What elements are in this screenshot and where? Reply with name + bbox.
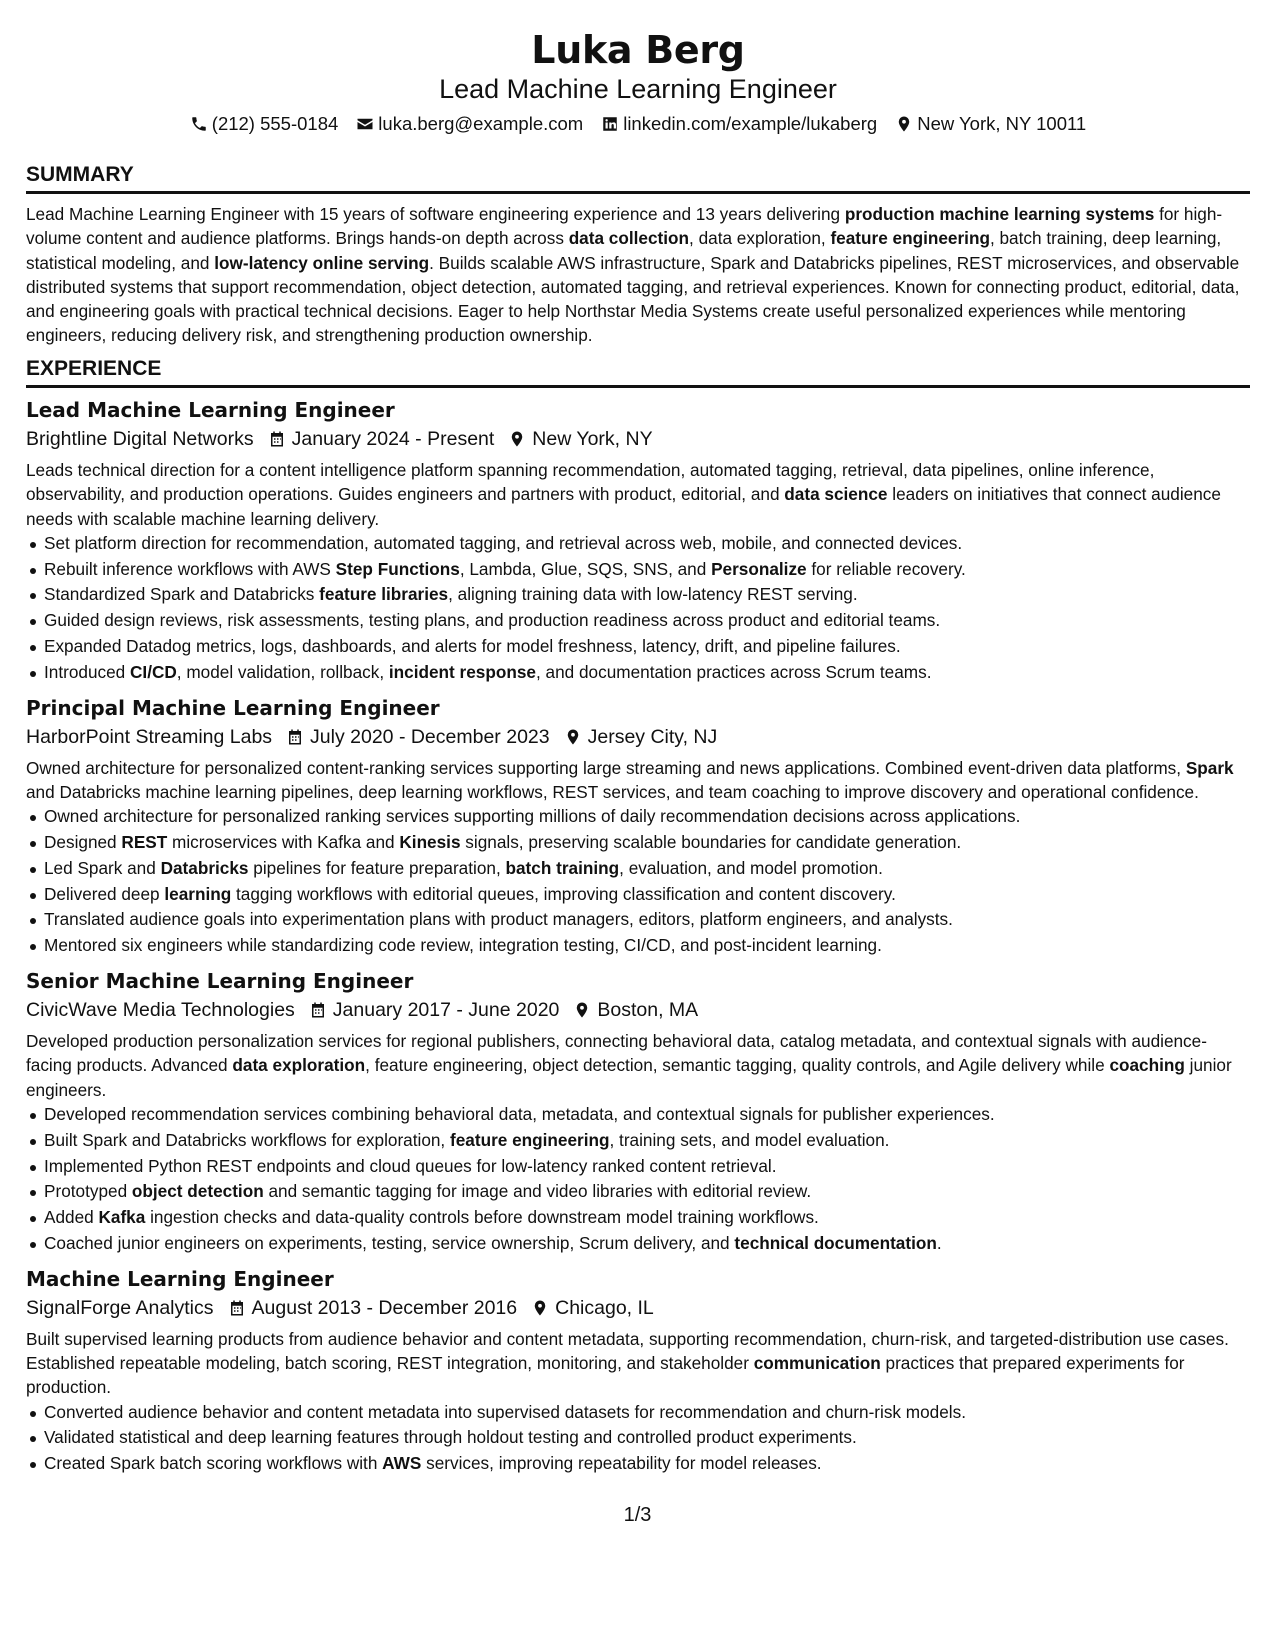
emphasis: Kafka: [98, 1207, 146, 1228]
job-bullet: Built Spark and Databricks workflows for exploration, feature engineering, training sets, and model evaluation.: [44, 1128, 1250, 1154]
contact-email[interactable]: [356, 111, 583, 137]
job-bullet: Introduced CI/CD, model validation, rollback, incident response, and documentation practices across Scrum teams.: [44, 660, 1250, 686]
emphasis: data exploration: [232, 1055, 366, 1076]
emphasis: data collection: [568, 228, 690, 249]
job-bullet: Rebuilt inference workflows with AWS Step Functions, Lambda, Glue, SQS, SNS, and Personalize for reliable recovery.: [44, 557, 1250, 583]
job-title: Senior Machine Learning Engineer: [26, 969, 414, 994]
emphasis: Kinesis: [399, 832, 461, 853]
emphasis: technical documentation: [734, 1232, 937, 1253]
map-pin-icon: [508, 429, 526, 449]
emphasis: low-latency online serving: [214, 252, 430, 273]
job-meta: [26, 424, 1250, 454]
contact-phone: [190, 111, 339, 137]
job-summary: Leads technical direction for a content intelligence platform spanning recommendation, automated tagging, retrieval, data pipelines, online inference, observability, and production operations. Guides engineers and partners with product, editorial, and data science leaders on initiatives that connect audience needs with scalable machine learning delivery.: [26, 460, 1221, 529]
envelope-icon: [356, 115, 374, 133]
job-bullet: Validated statistical and deep learning features through holdout testing and controlled product experiments.: [44, 1425, 1250, 1451]
job-entry: [26, 694, 1250, 959]
candidate-name: Luka Berg: [531, 28, 745, 72]
summary-section: [26, 162, 1250, 348]
job-location: Jersey City, NJ: [587, 725, 718, 748]
job-bullet: Guided design reviews, risk assessments, testing plans, and production readiness across product and editorial teams.: [44, 608, 1250, 634]
job-bullet: Owned architecture for personalized ranking services supporting millions of daily recommendation decisions across applications.: [44, 804, 1250, 830]
experience-section: [26, 356, 1250, 1477]
contact-line: [26, 111, 1250, 137]
summary-text: Lead Machine Learning Engineer with 15 years of software engineering experience and 13 years delivering production machine learning systems for high-volume content and audience platforms. Brings hands-on depth across data collection, data exploration, feature engineering, batch training, deep learning, statistical modeling, and low-latency online serving. Builds scalable AWS infrastructure, Spark and Databricks pipelines, REST microservices, and observable distributed systems that support recommendation, object detection, automated tagging, and retrieval experiences. Known for connecting product, editorial, data, and engineering goals with practical technical decisions. Eager to help Northstar Media Systems create useful personalized experiences while mentoring engineers, reducing delivery risk, and strengthening production ownership.: [26, 204, 1240, 346]
job-summary: Owned architecture for personalized content-ranking services supporting large streaming and news applications. Combined event-driven data platforms, Spark and Databricks machine learning pipelines, deep learning workflows, REST services, and team coaching to improve discovery and operational confidence.: [26, 757, 1234, 802]
calendar-icon: [286, 727, 304, 747]
job-bullets: [26, 531, 1250, 686]
job-entry: [26, 967, 1250, 1257]
contact-location-text: New York, NY 10011: [917, 113, 1087, 134]
job-summary: Developed production personalization services for regional publishers, connecting behavioral data, catalog metadata, and contextual signals with audience-facing products. Advanced data exploration, feature engineering, object detection, semantic tagging, quality controls, and Agile delivery while coaching junior engineers.: [26, 1031, 1232, 1100]
candidate-headline: Lead Machine Learning Engineer: [439, 74, 837, 104]
job-location: New York, NY: [532, 428, 653, 450]
job-bullets: [26, 1400, 1250, 1477]
emphasis: feature engineering: [450, 1129, 610, 1150]
job-bullet: Mentored six engineers while standardizing code review, integration testing, CI/CD, and post-incident learning.: [44, 933, 1250, 959]
emphasis: production machine learning systems: [844, 204, 1155, 224]
job-bullet: Led Spark and Databricks pipelines for feature preparation, batch training, evaluation, and model promotion.: [44, 856, 1250, 882]
emphasis: Personalize: [711, 558, 807, 579]
emphasis: learning: [164, 883, 232, 904]
job-bullet: Translated audience goals into experimentation plans with product managers, editors, platform engineers, and analysts.: [44, 907, 1250, 933]
map-pin-icon: [564, 727, 582, 747]
job-bullet: Standardized Spark and Databricks feature libraries, aligning training data with low-latency REST serving.: [44, 582, 1250, 608]
emphasis: data science: [784, 484, 888, 505]
job-dates: January 2024 - Present: [291, 428, 495, 450]
job-company: HarborPoint Streaming Labs: [26, 725, 273, 748]
job-meta: [26, 1293, 1250, 1323]
job-dates: July 2020 - December 2023: [310, 725, 550, 748]
job-summary: Built supervised learning products from audience behavior and content metadata, supporting recommendation, churn-risk, and targeted-distribution use cases. Established repeatable modeling, batch scoring, REST integration, monitoring, and stakeholder communication practices that prepared experiments for production.: [26, 1328, 1229, 1398]
job-bullet: Implemented Python REST endpoints and cloud queues for low-latency ranked content retrieval.: [44, 1154, 1250, 1180]
job-bullet: Expanded Datadog metrics, logs, dashboards, and alerts for model freshness, latency, drift, and pipeline failures.: [44, 634, 1250, 660]
job-title: Principal Machine Learning Engineer: [26, 695, 440, 720]
contact-email-text[interactable]: luka.berg@example.com: [378, 113, 584, 134]
job-entry: [26, 396, 1250, 686]
contact-phone-text: (212) 555-0184: [211, 113, 339, 134]
contact-location: [895, 111, 1086, 137]
job-location: Boston, MA: [597, 999, 699, 1022]
contact-linkedin[interactable]: [601, 111, 877, 137]
job-bullet: Set platform direction for recommendation, automated tagging, and retrieval across web, mobile, and connected devices.: [44, 531, 1250, 557]
emphasis: Databricks: [160, 857, 249, 878]
job-dates: January 2017 - June 2020: [332, 999, 560, 1022]
emphasis: REST: [121, 832, 168, 853]
job-bullet: Developed recommendation services combining behavioral data, metadata, and contextual signals for publisher experiences.: [44, 1102, 1250, 1128]
emphasis: coaching: [1109, 1055, 1185, 1076]
job-entry: [26, 1265, 1250, 1477]
calendar-icon: [309, 1000, 327, 1020]
map-pin-icon: [573, 1000, 591, 1020]
job-dates: August 2013 - December 2016: [251, 1296, 518, 1319]
job-company: CivicWave Media Technologies: [26, 999, 295, 1022]
job-company: SignalForge Analytics: [26, 1296, 214, 1319]
linkedin-icon: [601, 115, 619, 133]
job-bullet: Added Kafka ingestion checks and data-quality controls before downstream model training workflows.: [44, 1205, 1250, 1231]
job-bullets: [26, 1102, 1250, 1257]
emphasis: AWS: [382, 1453, 422, 1474]
emphasis: incident response: [388, 661, 536, 682]
job-list: [26, 396, 1250, 1477]
job-title: Lead Machine Learning Engineer: [26, 398, 395, 422]
job-company: Brightline Digital Networks: [26, 428, 254, 450]
summary-heading: SUMMARY: [26, 162, 1250, 194]
job-meta: [26, 995, 1250, 1025]
job-meta: [26, 722, 1250, 752]
job-bullet: Designed REST microservices with Kafka and Kinesis signals, preserving scalable boundaries for candidate generation.: [44, 830, 1250, 856]
calendar-icon: [268, 429, 286, 449]
emphasis: communication: [753, 1353, 881, 1374]
emphasis: object detection: [131, 1181, 264, 1202]
map-pin-icon: [895, 115, 913, 133]
contact-linkedin-text[interactable]: linkedin.com/example/lukaberg: [623, 113, 878, 134]
map-pin-icon: [531, 1298, 549, 1318]
resume-page: [26, 0, 1250, 1474]
emphasis: Step Functions: [335, 558, 460, 579]
job-bullet: Created Spark batch scoring workflows with AWS services, improving repeatability for model releases.: [44, 1451, 1250, 1477]
emphasis: feature libraries: [319, 584, 449, 605]
job-bullet: Coached junior engineers on experiments, testing, service ownership, Scrum delivery, and technical documentation.: [44, 1231, 1250, 1257]
job-bullet: Prototyped object detection and semantic tagging for image and video libraries with editorial review.: [44, 1179, 1250, 1205]
job-location: Chicago, IL: [555, 1296, 654, 1319]
emphasis: Spark: [1185, 757, 1234, 778]
emphasis: CI/CD: [130, 661, 177, 682]
emphasis: feature engineering: [830, 228, 990, 249]
job-bullets: [26, 804, 1250, 959]
experience-heading: EXPERIENCE: [26, 356, 1250, 388]
emphasis: batch training: [505, 857, 620, 878]
job-title: Machine Learning Engineer: [26, 1266, 334, 1291]
resume-header: [26, 0, 1250, 137]
phone-icon: [190, 115, 208, 133]
page-number: 1/3: [623, 1504, 652, 1526]
job-bullet: Delivered deep learning tagging workflows with editorial queues, improving classification and content discovery.: [44, 882, 1250, 908]
job-bullet: Converted audience behavior and content metadata into supervised datasets for recommendation and churn-risk models.: [44, 1400, 1250, 1426]
calendar-icon: [228, 1298, 246, 1318]
